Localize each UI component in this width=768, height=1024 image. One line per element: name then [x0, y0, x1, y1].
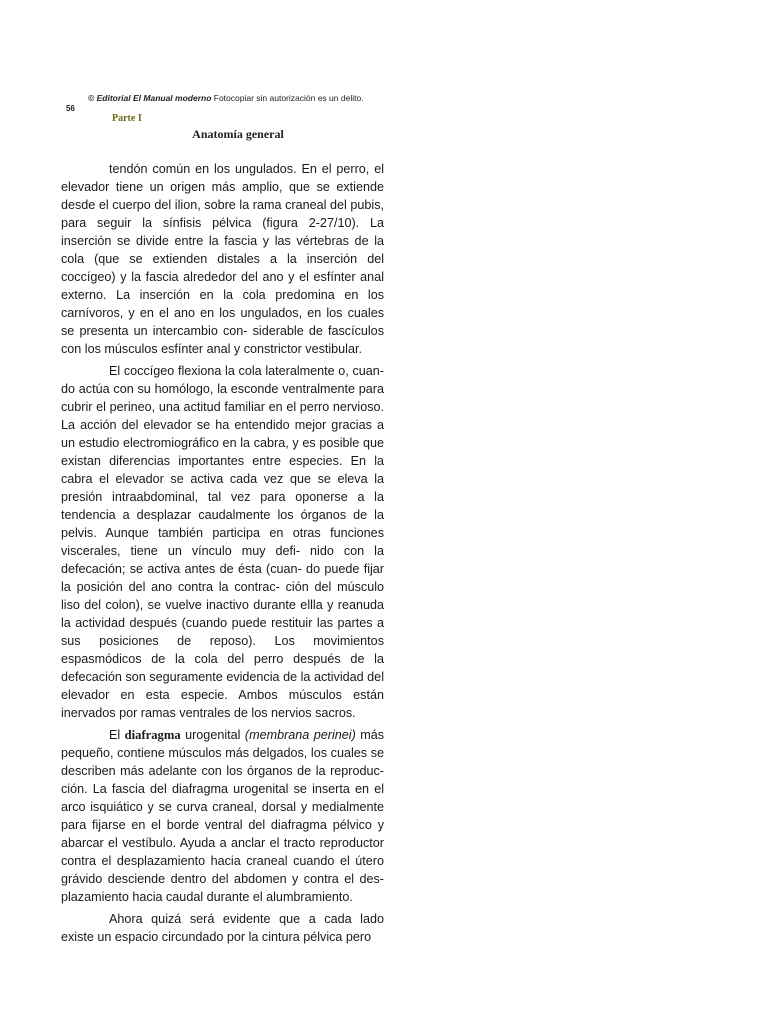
page-number: 56	[66, 104, 75, 113]
term-diafragma: diafragma	[124, 728, 181, 742]
copyright-line	[88, 93, 364, 103]
body-text	[61, 160, 385, 944]
paragraph-4: Ahora quizá será evidente que a cada lado existe un espacio circundado por la cintura pélvica pero	[61, 912, 384, 944]
paragraph-2: El coccígeo flexiona la cola lateralmente o, cuan- do actúa con su homólogo, la esconde ventralmente para cubrir el perineo, una actitud familiar en el perro nervioso. La acción del elevador se ha entendido mejor gracias a un estudio electromiográfico en la cabra, y es posible que existan diferencias importantes entre especies. En la cabra el elevador se activa cada vez que se eleva la presión intraabdominal, tal vez para oponerse a la tendencia a desplazar caudalmente los órganos de la pelvis. Aunque también participa en otras funciones viscerales, tiene un vínculo muy defi- nido con la defecación; se activa antes de ésta (cuan- do puede fijar la posición del ano contra la contrac- ción del músculo liso del colon), se vuelve inactivo durante ellla y reanuda la actividad después (cuando puede restituir las partes a sus posiciones de reposo). Los movimientos espasmódicos de la cola del perro después de la defecación son seguramente evidencia de la actividad del elevador en esta especie. Ambos músculos están inervados por ramas ventrales de los nervios sacros.	[61, 364, 384, 720]
p3-mid: urogenital	[185, 728, 241, 742]
paragraph-3	[61, 726, 384, 906]
section-title: Anatomía general	[192, 127, 284, 141]
paragraph-1: tendón común en los ungulados. En el perro, el elevador tiene un origen más amplio, que se extiende desde el cuerpo del ilion, sobre la rama craneal del pubis, para seguir la sínfisis pélvica (figura 2-27/10). La inserción se divide entre la fascia y las vértebras de la cola (que se extienden distales a la inserción del coccígeo) y la fascia alrededor del ano y el esfínter anal externo. La inserción en la cola predomina en los carnívoros, y en el ano en los ungulados, en los cuales se presenta un intercambio con- siderable de fascículos con los músculos esfínter anal y constrictor vestibular.	[61, 162, 384, 356]
term-membrana-perinei: (membrana perinei)	[244, 728, 356, 742]
copyright-notice: Fotocopiar sin autorización es un delito.	[213, 93, 364, 103]
p3-rest: más pequeño, contiene músculos más delgados, los cuales se describen más adelante con los órganos de la reproduc- ción. La fascia del diafragma urogenital se inserta en el arco isquiático y se curva craneal, dorsal y medialmente para fijarse en el borde ventral del diafragma pélvico y abarcar el vestíbulo. Ayuda a anclar el tracto reproductor contra el desplazamiento hacia craneal cuando el útero grávido desciende dentro del abdomen y contra el des- plazamiento hacia caudal durante el alumbramiento.	[61, 728, 385, 904]
part-label: Parte I	[112, 113, 142, 124]
copyright-brand: © Editorial El Manual moderno	[88, 93, 212, 103]
p3-lead: El	[109, 728, 121, 742]
